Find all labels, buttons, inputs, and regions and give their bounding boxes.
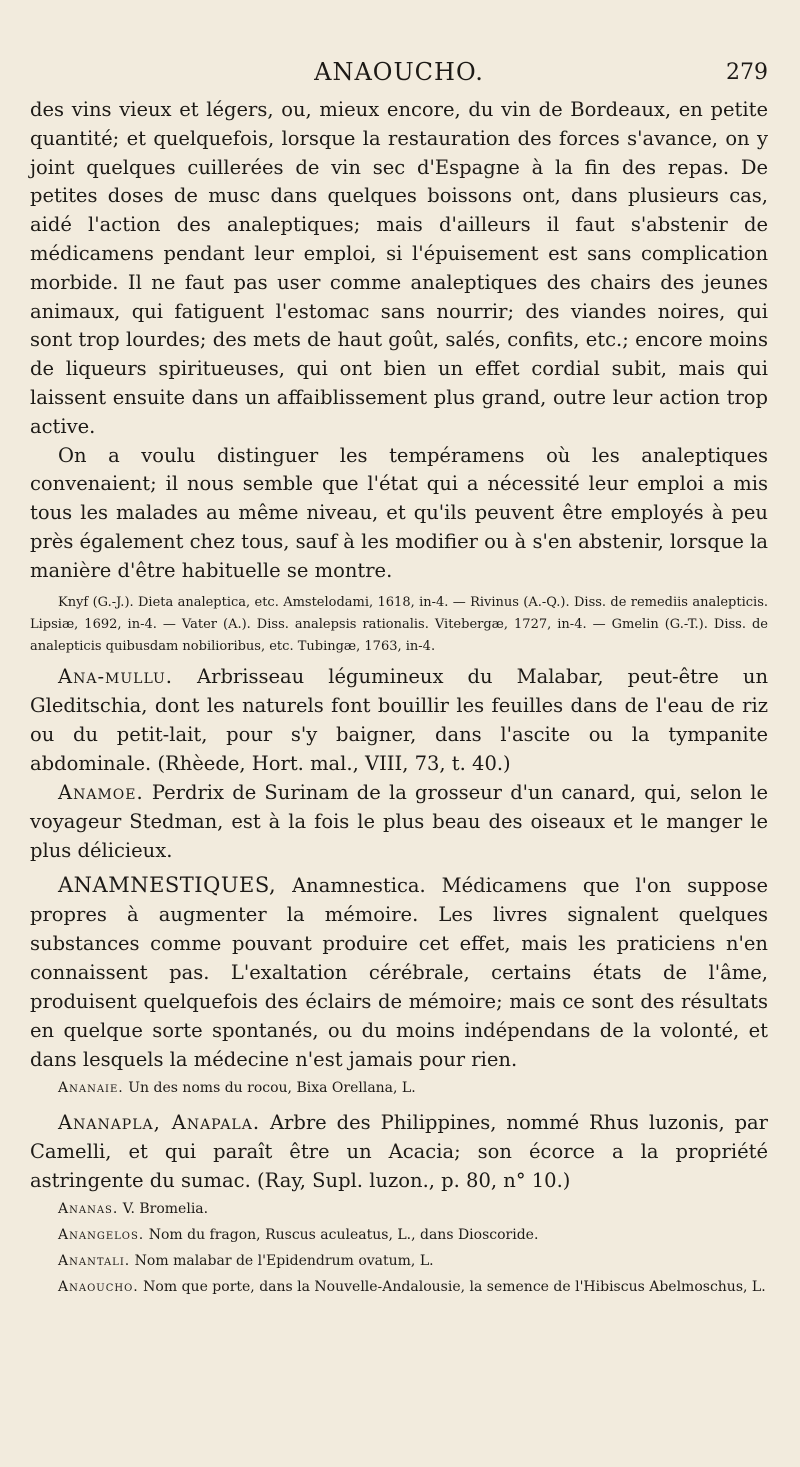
entry-anangelos: [30, 1223, 768, 1247]
entry-headword: Anangelos.: [58, 1226, 145, 1243]
page-number: 279: [726, 60, 768, 85]
entry-headword: Ananas.: [58, 1200, 119, 1217]
entry-headword: Anamoe.: [58, 780, 144, 804]
entry-headword: Ananapla, Anapala.: [58, 1110, 261, 1134]
page-header: [30, 58, 768, 94]
entry-ananaie: [30, 1076, 768, 1100]
entry-text: Arbrisseau légumineux du Malabar, peut-être un Gleditschia, dont les naturels font bouillir les feuilles dans de l'eau de riz ou du petit-lait, pour s'y baigner, dans l'ascite ou la tympanite abdominale. (Rhèede, Hort. mal., VIII, 73, t. 40.): [30, 664, 768, 775]
entry-text: Nom malabar de l'Epidendrum ovatum, L.: [130, 1252, 434, 1269]
entry-ananapla: [30, 1108, 768, 1195]
paragraph-analeptiques-continued: des vins vieux et légers, ou, mieux encore, du vin de Bordeaux, en petite quantité; et quelquefois, lorsque la restauration des forces s'avance, on y joint quelques cuillerées de vin sec d'Espagne à la fin des repas. De petites doses de musc dans quelques boissons ont, dans plusieurs cas, aidé l'action des analeptiques; mais d'ailleurs il faut s'abstenir de médicamens pendant leur emploi, si l'épuisement est sans complication morbide. Il ne faut pas user comme analeptiques des chairs des jeunes animaux, qui fatiguent l'estomac sans nourrir; des viandes noires, qui sont trop lourdes; des mets de haut goût, salés, confits, etc.; encore moins de liqueurs spiritueuses, qui ont bien un effet cordial subit, mais qui laissent ensuite dans un affaiblissement plus grand, outre leur action trop active.: [30, 98, 768, 438]
entry-text: Nom que porte, dans la Nouvelle-Andalousie, la semence de l'Hibiscus Abelmoschus, L.: [138, 1278, 766, 1295]
paragraph-temperamens: On a voulu distinguer les tempéramens où les analeptiques convenaient; il nous semble que l'état qui a nécessité leur emploi a mis tous les malades au même niveau, et qu'ils peuvent être employés à peu près également chez tous, sauf à les modifier ou à s'en abstenir, lorsque la manière d'être habituelle se montre.: [30, 443, 768, 582]
entry-text: Anamnestica. Médicamens que l'on suppose propres à augmenter la mémoire. Les livres signalent quelques substances comme pouvant produire cet effet, mais les praticiens n'en connaissent pas. L'exaltation cérébrale, certains états de l'âme, produisent quelquefois des éclairs de mémoire; mais ce sont des résultats en quelque sorte spontanés, ou du moins indépendans de la volonté, et dans lesquels la médecine n'est jamais pour rien.: [30, 873, 768, 1071]
entry-text: Un des noms du rocou, Bixa Orellana, L.: [123, 1079, 416, 1096]
entry-anamnestiques: [30, 871, 768, 1074]
entry-anantali: [30, 1249, 768, 1273]
entry-text: V. Bromelia.: [118, 1200, 209, 1217]
running-head: ANAOUCHO.: [314, 58, 484, 86]
bibliography-references: Knyf (G.-J.). Dieta analeptica, etc. Amstelodami, 1618, in-4. — Rivinus (A.-Q.). Diss. de remediis analepticis. Lipsiæ, 1692, in-4. — Vater (A.). Diss. analepsis rationalis. Vitebergæ, 1727, in-4. — Gmelin (G.-T.). Diss. de analepticis quibusdam nobilioribus, etc. Tubingæ, 1763, in-4.: [30, 594, 768, 654]
entry-ana-mullu: [30, 662, 768, 778]
entry-text: Nom du fragon, Ruscus aculeatus, L., dans Dioscoride.: [144, 1226, 539, 1243]
entry-headword: Ananaie.: [58, 1079, 124, 1096]
entry-headword: Ana-mullu.: [58, 664, 173, 688]
entry-headword: ANAMNESTIQUES,: [58, 872, 277, 897]
page-body: [30, 96, 768, 1301]
entry-text: Perdrix de Surinam de la grosseur d'un canard, qui, selon le voyageur Stedman, est à la fois le plus beau des oiseaux et le manger le plus délicieux.: [30, 780, 768, 862]
entry-ananas: [30, 1197, 768, 1221]
entry-text: Arbre des Philippines, nommé Rhus luzonis, par Camelli, et qui paraît être un Acacia; son écorce a la propriété astringente du sumac. (Ray, Supl. luzon., p. 80, n° 10.): [30, 1110, 768, 1192]
entry-anamoe: [30, 778, 768, 865]
entry-anaoucho: [30, 1275, 768, 1299]
entry-headword: Anaoucho.: [58, 1278, 139, 1295]
entry-headword: Anantali.: [58, 1252, 131, 1269]
